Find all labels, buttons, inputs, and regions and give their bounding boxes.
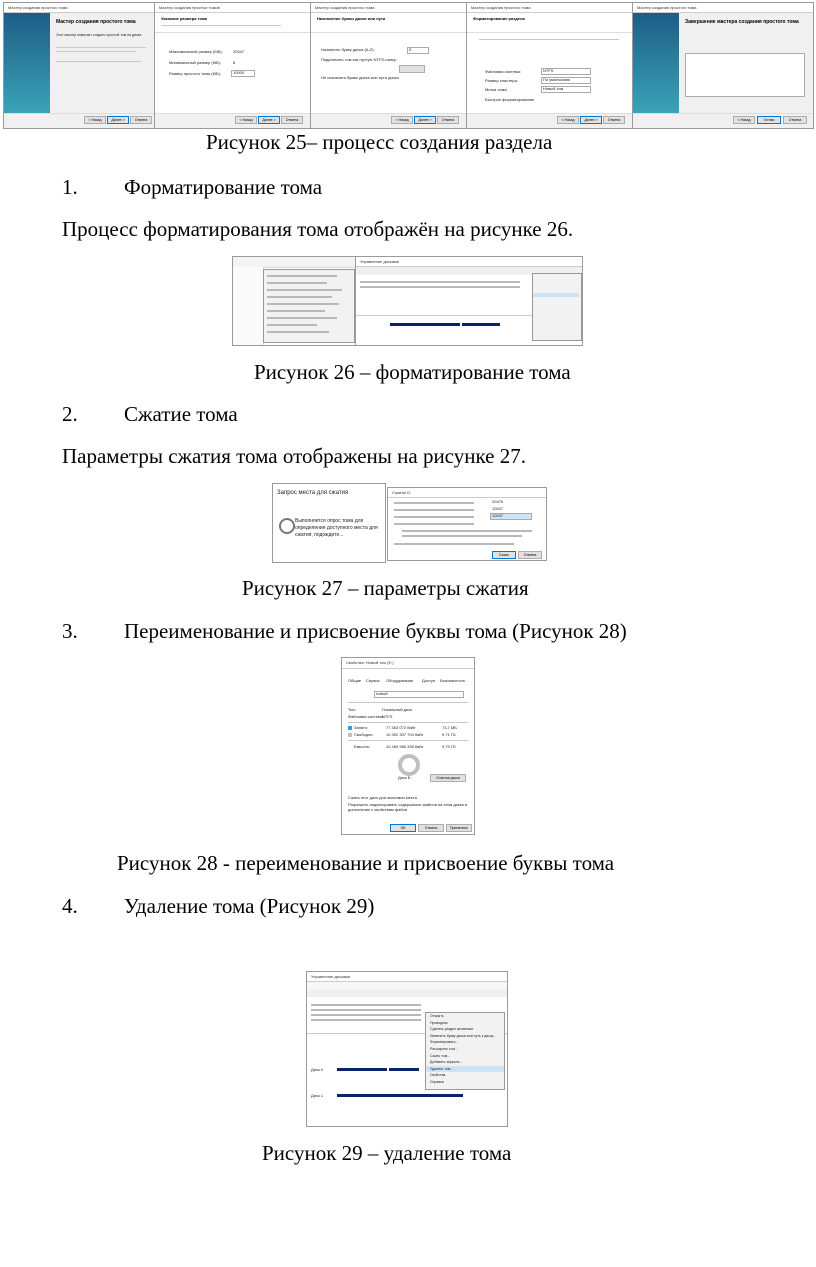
volume-name-value: новый [376, 691, 388, 696]
fig25-panel-2 [154, 2, 311, 129]
type-label: Тип: [348, 707, 356, 712]
compress-checkbox[interactable]: Сжать этот диск для экономии места [348, 795, 417, 800]
disk-label: Диск Е: [398, 775, 412, 780]
menu-row [267, 331, 329, 333]
wizard-banner [633, 13, 679, 114]
back-button[interactable]: < Назад [235, 116, 257, 124]
cancel-button[interactable]: Отмена [518, 551, 542, 559]
context-menu [532, 273, 582, 341]
cluster-label: Размер кластера: [485, 78, 518, 83]
fig27-shrink-dialog [387, 487, 547, 561]
size-label: Размер простого тома (МБ): [169, 71, 222, 76]
volume-row [360, 286, 520, 288]
fig26-disk-management [355, 256, 583, 346]
volume-row [311, 1019, 421, 1021]
separator [348, 740, 468, 741]
nav-pane [233, 267, 264, 345]
max-size-value: 20047 [233, 49, 245, 54]
list-number: 3. [62, 619, 78, 643]
cluster-value: По умолчанию [543, 77, 571, 82]
separator [348, 722, 468, 723]
paragraph: Параметры сжатия тома отображены на рисунке 27. [62, 444, 526, 468]
no-letter-option[interactable]: Не назначать буквы диска или пути диска [321, 75, 399, 80]
free-short: 9,71 ГБ [442, 732, 456, 737]
dialog-title: Запрос места для сжатия [277, 490, 349, 496]
window-titlebar: Мастер создания простого тома [4, 3, 154, 13]
menu-item-delete[interactable]: Удалить том... [426, 1066, 504, 1073]
separator [348, 702, 468, 703]
wizard-banner [4, 13, 50, 114]
fig25-panel-5 [632, 2, 814, 129]
window-titlebar: Мастер создания простого тома [633, 3, 813, 13]
summary-box [685, 53, 805, 97]
free-value: 10 392 307 704 байт [386, 732, 424, 737]
wizard-heading: Указание размера тома [161, 16, 207, 21]
cancel-button[interactable]: Отмена [130, 116, 152, 124]
window-titlebar: Свойства: Новый том (E:) [342, 658, 474, 669]
separator [311, 32, 466, 33]
max-size-label: Максимальный размер (МБ): [169, 49, 223, 54]
cancel-button[interactable]: Отмена [281, 116, 303, 124]
volume-row [311, 1014, 421, 1016]
fs-label: Файловая система: [348, 714, 385, 719]
volume-row [311, 1009, 421, 1011]
disk-1-label: Диск 1 [311, 1093, 324, 1098]
menu-row [267, 303, 339, 305]
wizard-heading: Назначение буквы диска или пути [317, 16, 386, 21]
note-row [394, 543, 514, 545]
menu-row [267, 289, 342, 291]
disk-bar [462, 323, 500, 326]
fig26-explorer [232, 256, 356, 346]
dialog-text: Выполняется опрос тома для определения доступного места для сжатия, подождите... [295, 518, 378, 538]
ok-button[interactable]: ОК [390, 824, 416, 832]
param-row [394, 523, 474, 525]
list-number: 2. [62, 402, 78, 426]
menu-row [267, 275, 337, 277]
menu-item[interactable]: Расширить том... [430, 1046, 458, 1051]
tab-service[interactable]: Сервис [366, 678, 380, 683]
wizard-heading: Мастер создания простого тома [56, 19, 136, 25]
apply-button[interactable]: Применить [446, 824, 472, 832]
shrink-amount-value: 10047 [492, 513, 504, 518]
toolbar [307, 989, 507, 997]
back-button[interactable]: < Назад [84, 116, 106, 124]
total-size-value: 20476 [492, 499, 504, 504]
window-titlebar: Управление дисками [307, 972, 507, 982]
figure-25-caption: Рисунок 25– процесс создания раздела [206, 130, 553, 154]
quick-format-checkbox[interactable]: Быстрое форматирование [485, 97, 535, 102]
fig25-panel-1 [3, 2, 155, 129]
menubar [307, 982, 507, 989]
free-label: Свободно: [354, 732, 374, 737]
min-size-value: 8 [233, 60, 236, 65]
tab-general[interactable]: Общие [348, 678, 362, 683]
back-button[interactable]: < Назад [391, 116, 413, 124]
volume-row [360, 281, 520, 283]
window-titlebar: Сжатие D: [388, 488, 546, 498]
menu-item[interactable]: Добавить зеркало... [430, 1060, 463, 1065]
disk-0-bar [389, 1068, 419, 1071]
tab-access[interactable]: Доступ [422, 678, 436, 683]
fig28-properties-window [341, 657, 475, 835]
shrink-button[interactable]: Сжать [492, 551, 516, 559]
figure-28-caption: Рисунок 28 - переименование и присвоение буквы тома [117, 851, 615, 875]
window-titlebar: Мастер создания простого тома [311, 3, 466, 13]
fig25-panel-3 [310, 2, 467, 129]
used-label: Занято: [354, 725, 369, 730]
wizard-heading: Завершение мастера создания простого тома [685, 19, 799, 25]
volume-row [311, 1004, 421, 1006]
drive-letter-value: E [409, 47, 412, 52]
fig25-panel-4 [466, 2, 633, 129]
fs-value: NTFS [543, 68, 554, 73]
next-button[interactable]: Далее > [107, 116, 129, 124]
type-value: Локальный диск [382, 707, 413, 712]
cancel-button[interactable]: Отмена [418, 824, 444, 832]
menu-item[interactable]: Изменить букву диска или путь к диску... [430, 1033, 496, 1038]
cancel-button[interactable]: Отмена [603, 116, 625, 124]
list-number: 1. [62, 175, 78, 199]
disk-cleanup-button[interactable]: Очистка диска [430, 774, 466, 782]
menu-row [267, 310, 325, 312]
fig27-query-dialog [272, 483, 386, 563]
capacity-value: 10 469 966 336 байт [386, 744, 424, 749]
used-short: 73,7 МБ [442, 725, 457, 730]
menu-row [267, 296, 332, 298]
available-size-value: 10047 [492, 506, 504, 511]
list-item-title: Переименование и присвоение буквы тома (Рисунок 28) [124, 619, 627, 643]
list-item-title: Сжатие тома [124, 402, 238, 426]
back-button[interactable]: < Назад [733, 116, 755, 124]
list-item-title: Форматирование тома [124, 175, 323, 199]
used-color-swatch [348, 726, 352, 730]
menu-item[interactable]: Открыть [430, 1014, 444, 1018]
fs-label: Файловая система: [485, 69, 522, 74]
mount-folder-option[interactable]: Подключить том как пустую NTFS-папку: [321, 57, 397, 62]
param-row [394, 509, 474, 511]
window-titlebar: Управление дисками [356, 257, 582, 267]
disk-1-bar [337, 1094, 463, 1097]
browse-button[interactable] [399, 65, 425, 73]
menu-highlight [533, 293, 579, 297]
disk-0-label: Диск 0 [311, 1067, 324, 1072]
next-button[interactable]: Далее > [414, 116, 436, 124]
free-color-swatch [348, 733, 352, 737]
min-size-label: Минимальный размер (МБ): [169, 60, 222, 65]
menu-item[interactable]: Свойства [430, 1073, 446, 1078]
tab-hardware[interactable]: Оборудование [386, 678, 414, 683]
menu-row [267, 324, 317, 326]
text-line [479, 39, 619, 40]
paragraph: Процесс форматирования тома отображён на рисунке 26. [62, 217, 574, 241]
disk-bar [390, 323, 460, 326]
volume-label-label: Метка тома: [485, 87, 508, 92]
figure-27-caption: Рисунок 27 – параметры сжатия [242, 576, 529, 600]
list-number: 4. [62, 894, 78, 918]
param-row [394, 516, 474, 518]
assign-letter-option[interactable]: Назначить букву диска (A-Z): [321, 47, 375, 52]
text-line [56, 61, 141, 62]
menu-row [267, 317, 337, 319]
menu-item[interactable]: Форматировать... [430, 1040, 459, 1045]
menu-item[interactable]: Справка [430, 1079, 444, 1084]
list-item-title: Удаление тома (Рисунок 29) [124, 894, 375, 918]
finish-button[interactable]: Готово [757, 116, 781, 124]
menu-item[interactable]: Проводник [430, 1020, 448, 1025]
index-checkbox[interactable]: Разрешить индексировать содержимое файлов на этом диске в дополнение к свойствам файла [348, 802, 468, 812]
wizard-heading: Форматирование раздела [473, 16, 525, 21]
cancel-button[interactable]: Отмена [783, 116, 807, 124]
fig29-disk-management [306, 971, 508, 1127]
cancel-button[interactable]: Отмена [437, 116, 459, 124]
busy-icon [279, 518, 295, 534]
text-line [56, 47, 146, 48]
next-button[interactable]: Далее > [580, 116, 602, 124]
menu-row [267, 282, 327, 284]
usage-donut [398, 754, 420, 776]
used-value: 77 363 072 байт [386, 725, 416, 730]
window-titlebar: Мастер создания простых томов [155, 3, 310, 13]
text-line [161, 25, 281, 26]
context-menu [425, 1012, 505, 1090]
size-value: 10000 [233, 70, 245, 75]
note-row [402, 535, 522, 537]
tab-security[interactable]: Безопасность [440, 678, 466, 683]
menu-item[interactable]: Сделать раздел активным [430, 1027, 473, 1032]
disk-0-bar [337, 1068, 387, 1071]
menu-item[interactable]: Сжать том... [430, 1053, 451, 1058]
param-row [394, 502, 474, 504]
capacity-label: Емкость: [354, 744, 371, 749]
fs-value: NTFS [382, 714, 393, 719]
text-line [56, 51, 136, 52]
figure-26-caption: Рисунок 26 – форматирование тома [254, 360, 571, 384]
window-titlebar: Мастер создания простого тома [467, 3, 632, 13]
next-button[interactable]: Далее > [258, 116, 280, 124]
capacity-short: 9,75 ГБ [442, 744, 456, 749]
note-row [402, 530, 532, 532]
separator [467, 32, 632, 33]
back-button[interactable]: < Назад [557, 116, 579, 124]
separator [155, 32, 310, 33]
wizard-text: Этот мастер помогает создать простой том на диске. [56, 33, 143, 37]
volume-label-value: Новый том [543, 86, 564, 91]
figure-29-caption: Рисунок 29 – удаление тома [262, 1141, 512, 1165]
